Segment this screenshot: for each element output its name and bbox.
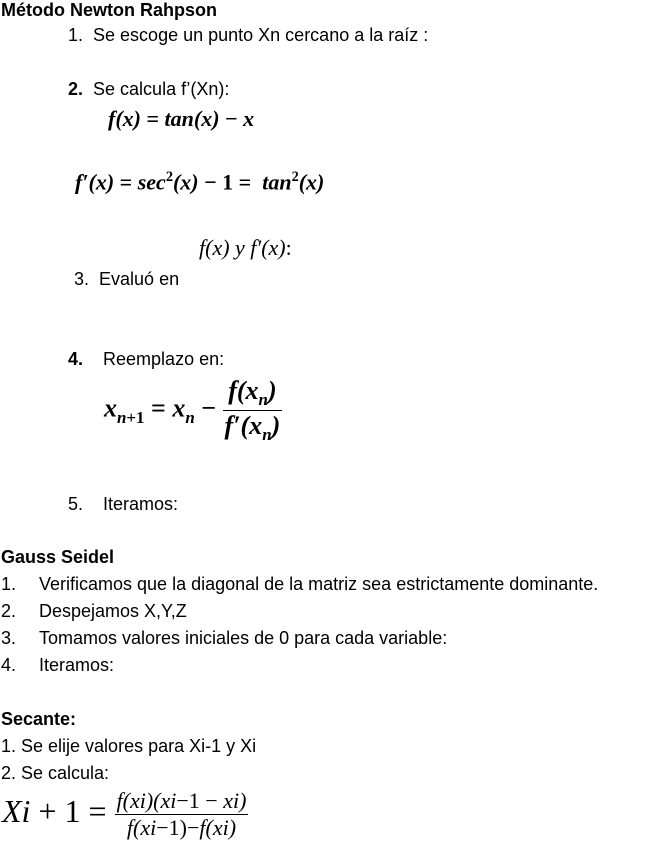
newton-step-5-text: Iteramos: <box>103 494 179 514</box>
newton-step-2 <box>68 79 229 100</box>
gauss-step-1 <box>1 574 599 595</box>
newton-step-3-number: 3. <box>74 269 90 289</box>
newton-title: Método Newton Rahpson <box>1 0 217 20</box>
gauss-step-1-number: 1. <box>1 574 17 594</box>
gauss-step-4-number: 4. <box>1 655 17 675</box>
gauss-step-3 <box>1 628 448 649</box>
secante-step-2: 2. Se calcula: <box>1 763 110 783</box>
newton-step-3-text: Evaluó en <box>99 269 180 289</box>
gauss-step-2-number: 2. <box>1 601 17 621</box>
gauss-step-1-text: Verificamos que la diagonal de la matriz sea estrictamente dominante. <box>39 574 599 594</box>
gauss-step-2-text: Despejamos X,Y,Z <box>39 601 187 621</box>
gauss-step-2 <box>1 601 187 622</box>
equation-evaluate-in: f(x) y f′(x): <box>199 235 292 260</box>
newton-step-4-number: 4. <box>68 349 84 369</box>
newton-step-2-text: Se calcula f’(Xn): <box>93 79 230 99</box>
newton-step-5 <box>68 494 178 515</box>
newton-step-3 <box>74 269 179 290</box>
equation-f-prime-of-x: $f'(x) = \sec^2(x) - 1 = \tan^2(x)$ <box>75 169 325 195</box>
equation-secant: Xi + 1 = $\frac{f(xi)(xi-1 - xi)}{f(xi-1)-f(xi)}$ <box>2 788 247 840</box>
equation-f-of-x: f(x) = tan(x) − x <box>108 106 255 131</box>
newton-step-1 <box>68 25 428 46</box>
gauss-step-4-text: Iteramos: <box>39 655 115 675</box>
newton-step-4-text: Reemplazo en: <box>103 349 225 369</box>
secante-step-1: 1. Se elije valores para Xi-1 y Xi <box>1 736 257 756</box>
newton-step-1-number: 1. <box>68 25 84 45</box>
gauss-step-3-text: Tomamos valores iniciales de 0 para cada variable: <box>39 628 448 648</box>
gauss-step-3-number: 3. <box>1 628 17 648</box>
newton-step-4 <box>68 349 224 370</box>
secante-title: Secante: <box>1 709 77 729</box>
newton-step-5-number: 5. <box>68 494 84 514</box>
newton-step-2-number: 2. <box>68 79 84 99</box>
equation-newton-iteration: $x_{n+1} = x_n$ − $\frac{f(x_n)}{f'(x_n)}$ <box>104 376 281 445</box>
newton-step-1-text: Se escoge un punto Xn cercano a la raíz : <box>93 25 429 45</box>
gauss-title: Gauss Seidel <box>1 547 115 567</box>
gauss-step-4 <box>1 655 115 676</box>
